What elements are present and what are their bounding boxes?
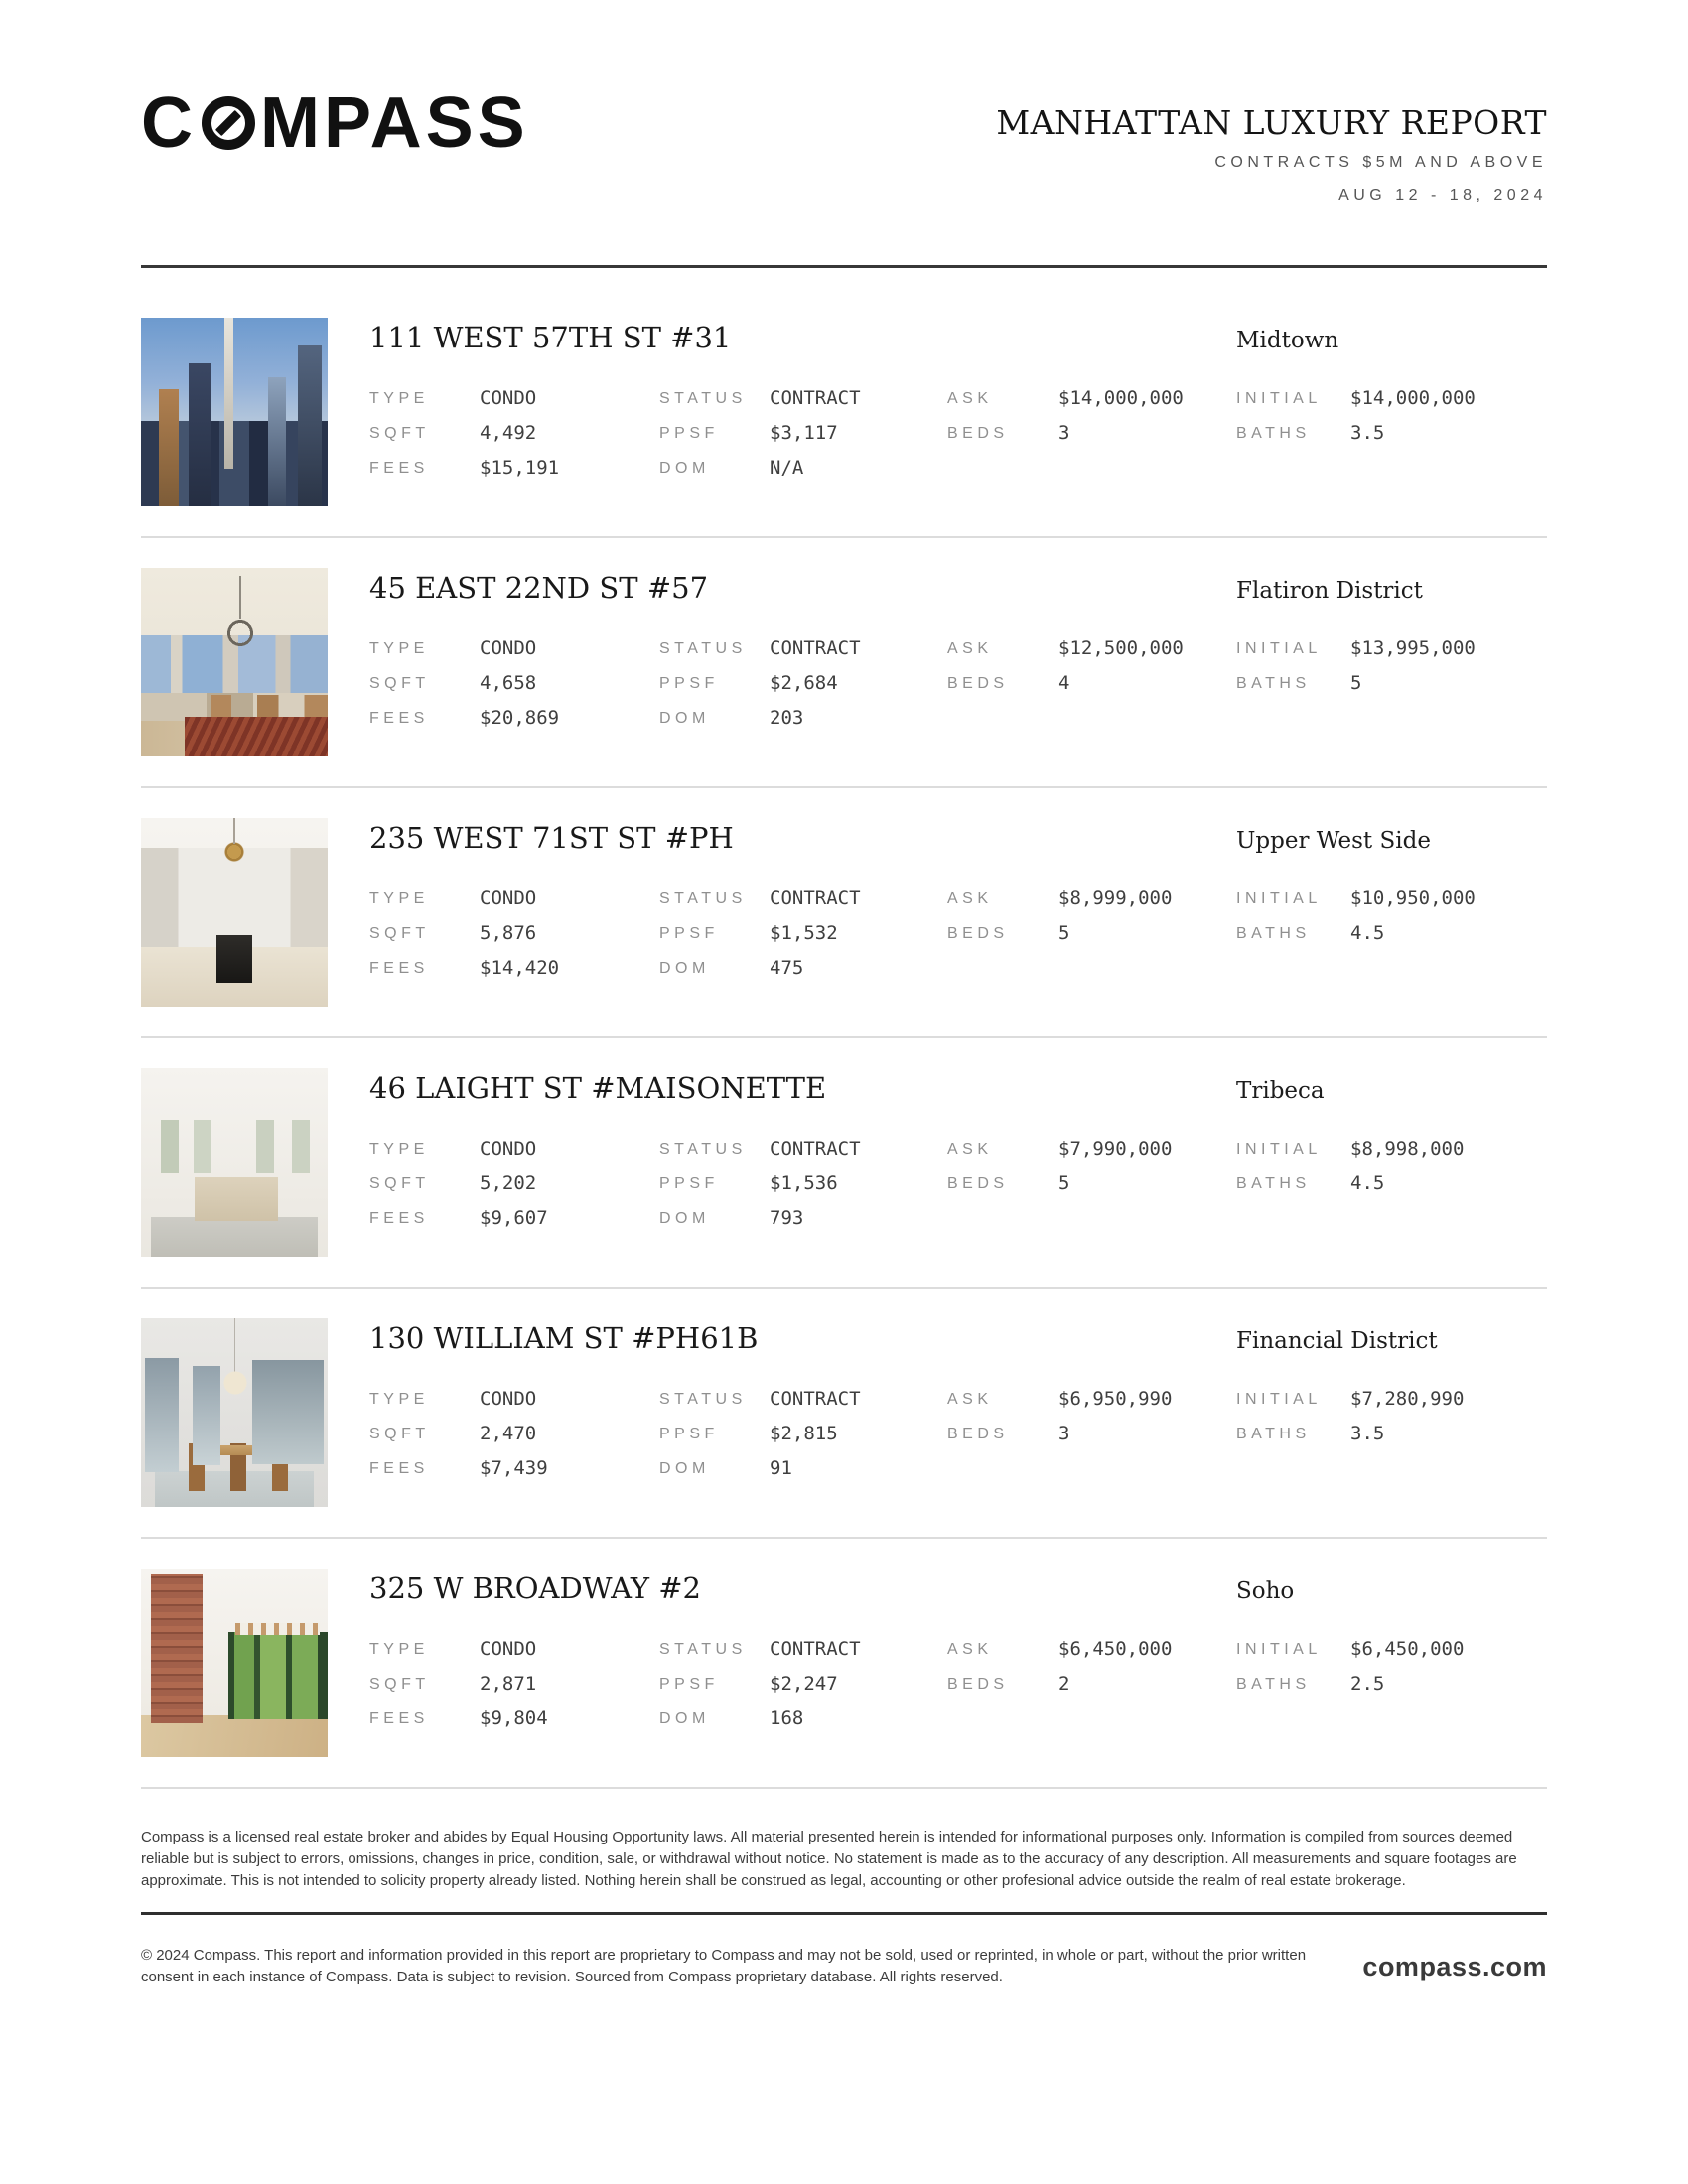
fees-label: FEES xyxy=(369,1210,429,1227)
detail-spacer xyxy=(1058,1702,1236,1736)
type-value: CONDO xyxy=(480,887,537,909)
sqft-label: SQFT xyxy=(369,425,430,442)
detail-spacer xyxy=(947,951,1058,986)
type-label: TYPE xyxy=(369,390,429,407)
beds-value: 2 xyxy=(1058,1673,1070,1695)
initial-value: $10,950,000 xyxy=(1350,887,1476,909)
dom-label: DOM xyxy=(659,1210,710,1227)
beds-label: BEDS xyxy=(947,1426,1009,1442)
sqft-label: SQFT xyxy=(369,1175,430,1192)
dom-value: N/A xyxy=(770,457,804,478)
listing-address: 46 LAIGHT ST #MAISONETTE xyxy=(369,1071,827,1105)
compass-com-wordmark[interactable]: compass.com xyxy=(1362,1951,1547,1981)
fees-value: $7,439 xyxy=(480,1457,548,1479)
sqft-value: 2,871 xyxy=(480,1673,537,1695)
status-label: STATUS xyxy=(659,1141,747,1158)
fees-label: FEES xyxy=(369,710,429,727)
initial-label: INITIAL xyxy=(1236,640,1322,657)
detail-spacer xyxy=(1236,1451,1350,1486)
listing-info xyxy=(369,1569,1547,1757)
initial-label: INITIAL xyxy=(1236,1641,1322,1658)
type-value: CONDO xyxy=(480,637,537,659)
dom-label: DOM xyxy=(659,960,710,977)
sqft-value: 5,876 xyxy=(480,922,537,944)
sqft-value: 2,470 xyxy=(480,1423,537,1444)
logo-letters-mpass: MPASS xyxy=(260,83,529,163)
copyright-text: © 2024 Compass. This report and information provided in this report are proprietary to Compass and may not be sold, used or reprinted, in whole or part, without the prior written consent in each instance of Compass. Data is subject to revision. Sourced from Compass proprietary database. All rights reserved. xyxy=(141,1947,1307,1985)
initial-value: $14,000,000 xyxy=(1350,387,1476,409)
fees-label: FEES xyxy=(369,1710,429,1727)
ppsf-value: $2,684 xyxy=(770,672,838,694)
detail-spacer xyxy=(1350,1451,1547,1486)
detail-spacer xyxy=(947,1451,1058,1486)
detail-spacer xyxy=(1058,1451,1236,1486)
fees-label: FEES xyxy=(369,960,429,977)
beds-label: BEDS xyxy=(947,925,1009,942)
detail-spacer xyxy=(1058,701,1236,736)
listing-address: 130 WILLIAM ST #PH61B xyxy=(369,1321,759,1355)
report-footer xyxy=(141,1945,1547,1988)
type-label: TYPE xyxy=(369,1641,429,1658)
detail-spacer xyxy=(947,1201,1058,1236)
initial-value: $7,280,990 xyxy=(1350,1388,1465,1410)
beds-label: BEDS xyxy=(947,1175,1009,1192)
type-label: TYPE xyxy=(369,890,429,907)
type-value: CONDO xyxy=(480,1138,537,1160)
listing-address: 325 W BROADWAY #2 xyxy=(369,1571,701,1605)
listing-details xyxy=(369,381,1547,485)
status-value: CONTRACT xyxy=(770,1138,861,1160)
listing-header xyxy=(369,1070,1547,1106)
beds-value: 3 xyxy=(1058,422,1070,444)
dom-label: DOM xyxy=(659,460,710,477)
initial-label: INITIAL xyxy=(1236,890,1322,907)
listings-container xyxy=(141,318,1547,1789)
sqft-value: 4,658 xyxy=(480,672,537,694)
baths-label: BATHS xyxy=(1236,1426,1311,1442)
fees-value: $14,420 xyxy=(480,957,560,979)
listing-neighborhood: Flatiron District xyxy=(1236,578,1423,604)
footer-divider xyxy=(141,1912,1547,1915)
listing-address: 235 WEST 71ST ST #PH xyxy=(369,821,734,855)
ppsf-label: PPSF xyxy=(659,675,719,692)
listing-neighborhood: Upper West Side xyxy=(1236,828,1431,854)
beds-value: 5 xyxy=(1058,1172,1070,1194)
initial-value: $8,998,000 xyxy=(1350,1138,1465,1160)
status-label: STATUS xyxy=(659,890,747,907)
listing-row xyxy=(141,1539,1547,1789)
detail-spacer xyxy=(1236,1702,1350,1736)
baths-label: BATHS xyxy=(1236,675,1311,692)
baths-value: 2.5 xyxy=(1350,1673,1385,1695)
type-label: TYPE xyxy=(369,1141,429,1158)
initial-label: INITIAL xyxy=(1236,390,1322,407)
sqft-label: SQFT xyxy=(369,1676,430,1693)
status-label: STATUS xyxy=(659,640,747,657)
report-content xyxy=(141,0,1547,1988)
detail-spacer xyxy=(1350,951,1547,986)
listing-header xyxy=(369,1570,1547,1606)
listing-details xyxy=(369,882,1547,986)
detail-spacer xyxy=(1350,451,1547,485)
listing-details xyxy=(369,1132,1547,1236)
listing-details xyxy=(369,1382,1547,1486)
fees-value: $9,804 xyxy=(480,1707,548,1729)
beds-label: BEDS xyxy=(947,1676,1009,1693)
baths-value: 3.5 xyxy=(1350,422,1385,444)
status-value: CONTRACT xyxy=(770,387,861,409)
ask-value: $6,950,990 xyxy=(1058,1388,1173,1410)
type-label: TYPE xyxy=(369,640,429,657)
listing-neighborhood: Soho xyxy=(1236,1578,1295,1604)
white-gallery-hallway-photo xyxy=(141,818,328,1007)
sqft-label: SQFT xyxy=(369,675,430,692)
beds-value: 5 xyxy=(1058,922,1070,944)
dom-label: DOM xyxy=(659,710,710,727)
detail-spacer xyxy=(1350,1201,1547,1236)
dom-value: 91 xyxy=(770,1457,792,1479)
skyline-steinway-tower-photo xyxy=(141,318,328,506)
detail-spacer xyxy=(1236,951,1350,986)
listing-address: 111 WEST 57TH ST #31 xyxy=(369,321,732,354)
fees-value: $9,607 xyxy=(480,1207,548,1229)
baths-value: 4.5 xyxy=(1350,1172,1385,1194)
ask-value: $8,999,000 xyxy=(1058,887,1173,909)
baths-value: 3.5 xyxy=(1350,1423,1385,1444)
baths-value: 5 xyxy=(1350,672,1362,694)
baths-value: 4.5 xyxy=(1350,922,1385,944)
ppsf-value: $2,247 xyxy=(770,1673,838,1695)
report-title: MANHATTAN LUXURY REPORT xyxy=(996,103,1547,142)
ask-label: ASK xyxy=(947,1391,993,1408)
detail-spacer xyxy=(1058,451,1236,485)
listing-header xyxy=(369,320,1547,355)
type-label: TYPE xyxy=(369,1391,429,1408)
listing-header xyxy=(369,1320,1547,1356)
initial-label: INITIAL xyxy=(1236,1391,1322,1408)
disclaimer-text: Compass is a licensed real estate broker and abides by Equal Housing Opportunity laws. All material presented herein is intended for informational purposes only. Information is compiled from sources deemed reliable but is subject to errors, omissions, changes in price, condition, sale, or withdrawal without notice. No statement is made as to the accuracy of any description. All measurements and square footages are approximate. This is not intended to solicity property already listed. Nothing herein shall be construed as legal, accounting or other profesional advice outside the realm of real estate brokerage. xyxy=(141,1829,1517,1889)
listing-row xyxy=(141,788,1547,1038)
ask-value: $12,500,000 xyxy=(1058,637,1184,659)
beds-value: 3 xyxy=(1058,1423,1070,1444)
listing-neighborhood: Tribeca xyxy=(1236,1078,1325,1104)
listing-row xyxy=(141,538,1547,788)
listing-details xyxy=(369,631,1547,736)
bright-living-room-photo xyxy=(141,1068,328,1257)
dom-label: DOM xyxy=(659,1710,710,1727)
listing-header xyxy=(369,570,1547,606)
type-value: CONDO xyxy=(480,1638,537,1660)
ppsf-value: $2,815 xyxy=(770,1423,838,1444)
dom-value: 793 xyxy=(770,1207,804,1229)
ask-label: ASK xyxy=(947,890,993,907)
dining-room-red-rug-photo xyxy=(141,568,328,756)
fees-value: $15,191 xyxy=(480,457,560,478)
detail-spacer xyxy=(1058,951,1236,986)
detail-spacer xyxy=(947,451,1058,485)
detail-spacer xyxy=(1236,1201,1350,1236)
detail-spacer xyxy=(947,701,1058,736)
fees-label: FEES xyxy=(369,1460,429,1477)
report-header-right xyxy=(996,105,1547,205)
listing-info xyxy=(369,1068,1547,1257)
ppsf-value: $3,117 xyxy=(770,422,838,444)
ppsf-value: $1,536 xyxy=(770,1172,838,1194)
ppsf-label: PPSF xyxy=(659,1426,719,1442)
report-subtitle: CONTRACTS $5M AND ABOVE xyxy=(1214,154,1547,171)
sqft-label: SQFT xyxy=(369,925,430,942)
compass-logo xyxy=(141,83,529,163)
beds-value: 4 xyxy=(1058,672,1070,694)
report-date-range: AUG 12 - 18, 2024 xyxy=(1338,187,1547,204)
listing-neighborhood: Midtown xyxy=(1236,328,1339,353)
status-value: CONTRACT xyxy=(770,887,861,909)
type-value: CONDO xyxy=(480,387,537,409)
initial-value: $13,995,000 xyxy=(1350,637,1476,659)
sqft-value: 5,202 xyxy=(480,1172,537,1194)
ppsf-label: PPSF xyxy=(659,1175,719,1192)
dom-value: 168 xyxy=(770,1707,804,1729)
detail-spacer xyxy=(1236,701,1350,736)
beds-label: BEDS xyxy=(947,675,1009,692)
type-value: CONDO xyxy=(480,1388,537,1410)
baths-label: BATHS xyxy=(1236,925,1311,942)
listing-neighborhood: Financial District xyxy=(1236,1328,1438,1354)
report-header xyxy=(141,0,1547,268)
fees-value: $20,869 xyxy=(480,707,560,729)
status-label: STATUS xyxy=(659,390,747,407)
baths-label: BATHS xyxy=(1236,1175,1311,1192)
ppsf-label: PPSF xyxy=(659,1676,719,1693)
ppsf-label: PPSF xyxy=(659,425,719,442)
ppsf-value: $1,532 xyxy=(770,922,838,944)
compass-needle-icon xyxy=(202,96,255,150)
initial-label: INITIAL xyxy=(1236,1141,1322,1158)
status-label: STATUS xyxy=(659,1391,747,1408)
status-value: CONTRACT xyxy=(770,1638,861,1660)
sqft-label: SQFT xyxy=(369,1426,430,1442)
detail-spacer xyxy=(1350,701,1547,736)
fees-label: FEES xyxy=(369,460,429,477)
detail-spacer xyxy=(1236,451,1350,485)
initial-value: $6,450,000 xyxy=(1350,1638,1465,1660)
ask-value: $6,450,000 xyxy=(1058,1638,1173,1660)
ask-label: ASK xyxy=(947,1641,993,1658)
ask-label: ASK xyxy=(947,390,993,407)
detail-spacer xyxy=(1350,1702,1547,1736)
listing-details xyxy=(369,1632,1547,1736)
dom-value: 203 xyxy=(770,707,804,729)
baths-label: BATHS xyxy=(1236,425,1311,442)
detail-spacer xyxy=(947,1702,1058,1736)
status-value: CONTRACT xyxy=(770,637,861,659)
dom-label: DOM xyxy=(659,1460,710,1477)
ask-value: $7,990,000 xyxy=(1058,1138,1173,1160)
status-value: CONTRACT xyxy=(770,1388,861,1410)
beds-label: BEDS xyxy=(947,425,1009,442)
loft-brick-wall-photo xyxy=(141,1569,328,1757)
sqft-value: 4,492 xyxy=(480,422,537,444)
listing-info xyxy=(369,568,1547,756)
listing-info xyxy=(369,818,1547,1007)
status-label: STATUS xyxy=(659,1641,747,1658)
baths-label: BATHS xyxy=(1236,1676,1311,1693)
listing-header xyxy=(369,820,1547,856)
listing-address: 45 EAST 22ND ST #57 xyxy=(369,571,709,605)
ppsf-label: PPSF xyxy=(659,925,719,942)
dom-value: 475 xyxy=(770,957,804,979)
listing-row xyxy=(141,1038,1547,1289)
logo-letter-c: C xyxy=(141,83,197,163)
listing-row xyxy=(141,318,1547,538)
ask-value: $14,000,000 xyxy=(1058,387,1184,409)
ask-label: ASK xyxy=(947,1141,993,1158)
arched-windows-dining-photo xyxy=(141,1318,328,1507)
listing-info xyxy=(369,1318,1547,1507)
ask-label: ASK xyxy=(947,640,993,657)
listing-info xyxy=(369,318,1547,506)
detail-spacer xyxy=(1058,1201,1236,1236)
listing-row xyxy=(141,1289,1547,1539)
